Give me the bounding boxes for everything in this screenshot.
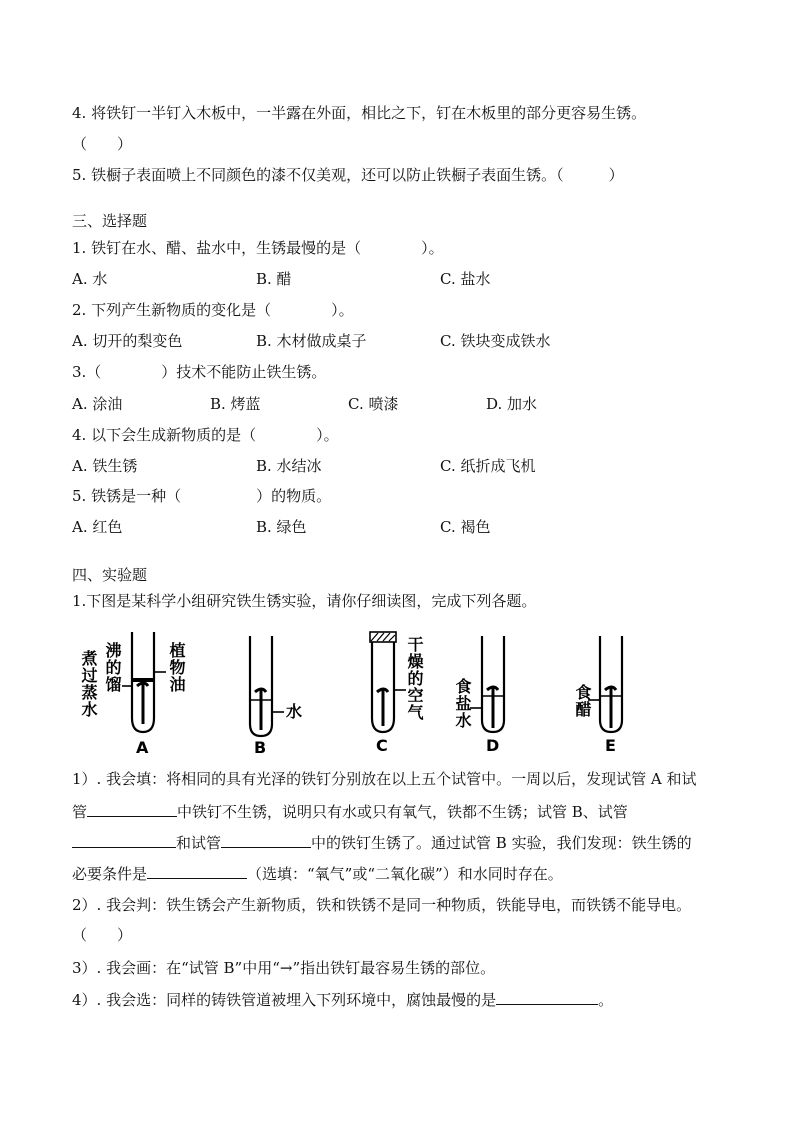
choice-q5-option-c[interactable]: C. 褐色 bbox=[440, 518, 491, 536]
answer-blank-1[interactable] bbox=[87, 801, 177, 817]
tube-d-label: 食盐水 bbox=[453, 678, 472, 729]
tube-b-label: 水 bbox=[286, 702, 303, 721]
part4-text: 4）. 我会选：同样的铸铁管道被埋入下列环境中，腐蚀最慢的是 bbox=[72, 991, 497, 1009]
choice-q5-option-b[interactable]: B. 绿色 bbox=[256, 518, 307, 536]
part1-line2 bbox=[72, 801, 628, 822]
choice-q1-stem: 1. 铁钉在水、醋、盐水中，生锈最慢的是（ ）。 bbox=[72, 239, 444, 257]
part1-text-mid: 中铁钉不生锈，说明只有水或只有氧气，铁都不生锈；试管 B、试管 bbox=[177, 803, 628, 821]
tube-c-letter: C bbox=[376, 736, 388, 755]
choice-heading: 三、选择题 bbox=[72, 212, 148, 230]
part1-line3 bbox=[72, 832, 692, 853]
choice-q2-option-a[interactable]: A. 切开的梨变色 bbox=[72, 332, 183, 350]
part1-line1: 1）. 我会填：将相同的具有光泽的铁钉分别放在以上五个试管中。一周以后，发现试管 A 和试 bbox=[72, 770, 697, 788]
tube-e-letter: E bbox=[605, 736, 616, 755]
choice-q3-option-c[interactable]: C. 喷漆 bbox=[348, 395, 399, 413]
tube-a-left-label-col2: 沸的馏 bbox=[103, 642, 122, 693]
part1-text-guan: 管 bbox=[72, 803, 88, 821]
choice-q1-option-a[interactable]: A. 水 bbox=[72, 270, 108, 288]
part3-text: 3）. 我会画：在“试管 B”中用“→”指出铁钉最容易生锈的部位。 bbox=[72, 959, 496, 977]
choice-q2-option-c[interactable]: C. 铁块变成铁水 bbox=[440, 332, 551, 350]
tube-d-nail bbox=[487, 687, 498, 728]
part2-answer[interactable]: （ ） bbox=[72, 926, 133, 944]
part2-text: 2）. 我会判：铁生锈会产生新物质，铁和铁锈不是同一种物质，铁能导电，而铁锈不能导电。 bbox=[72, 896, 692, 914]
answer-blank-5[interactable] bbox=[496, 989, 598, 1005]
choice-q3-stem: 3.（ ）技术不能防止铁生锈。 bbox=[72, 363, 327, 381]
tube-b-nail bbox=[255, 689, 266, 730]
tf-question-4: 4. 将铁钉一半钉入木板中，一半露在外面，相比之下，钉在木板里的部分更容易生锈。 bbox=[72, 104, 647, 122]
tube-d-letter: D bbox=[486, 736, 500, 755]
part1-text-choice-hint: （选填：“氧气”或“二氧化碳”）和水同时存在。 bbox=[247, 865, 563, 883]
tf-question-4-answer[interactable]: （ ） bbox=[72, 135, 133, 153]
part4-line bbox=[72, 989, 613, 1010]
choice-q3-option-b[interactable]: B. 烤蓝 bbox=[210, 395, 261, 413]
tf-question-5: 5. 铁橱子表面喷上不同颜色的漆不仅美观，还可以防止铁橱子表面生锈。（ ） bbox=[72, 166, 624, 184]
part4-end: 。 bbox=[598, 991, 614, 1009]
part1-line4 bbox=[72, 863, 563, 884]
part1-text-condition: 必要条件是 bbox=[72, 865, 148, 883]
tube-c-nail bbox=[377, 689, 388, 726]
choice-q1-option-c[interactable]: C. 盐水 bbox=[440, 270, 491, 288]
choice-q4-option-c[interactable]: C. 纸折成飞机 bbox=[440, 457, 536, 475]
part1-text-and-tube: 和试管 bbox=[176, 834, 222, 852]
tube-a-nail bbox=[137, 683, 148, 724]
tube-e-label: 食醋 bbox=[573, 684, 592, 718]
choice-q2-stem: 2. 下列产生新物质的变化是（ ）。 bbox=[72, 301, 354, 319]
experiment-heading: 四、实验题 bbox=[72, 566, 148, 584]
choice-q4-option-a[interactable]: A. 铁生锈 bbox=[72, 457, 138, 475]
choice-q5-stem: 5. 铁锈是一种（ ）的物质。 bbox=[72, 487, 332, 505]
part1-text-rusted: 中的铁钉生锈了。通过试管 B 实验，我们发现：铁生锈的 bbox=[311, 834, 692, 852]
tube-a-right-label: 植物油 bbox=[167, 642, 186, 693]
experiment-intro: 1.下图是某科学小组研究铁生锈实验，请你仔细读图，完成下列各题。 bbox=[72, 592, 537, 610]
answer-blank-4[interactable] bbox=[147, 863, 247, 879]
tube-c-label: 干燥的空气 bbox=[405, 636, 424, 721]
tube-b-letter: B bbox=[254, 738, 267, 757]
choice-q5-option-a[interactable]: A. 红色 bbox=[72, 518, 123, 536]
choice-q4-stem: 4. 以下会生成新物质的是（ ）。 bbox=[72, 426, 339, 444]
answer-blank-3[interactable] bbox=[221, 832, 311, 848]
tube-a-left-label-col1: 煮过蒸水 bbox=[79, 650, 98, 718]
tube-a-letter: A bbox=[136, 738, 149, 757]
choice-q4-option-b[interactable]: B. 水结冰 bbox=[256, 457, 322, 475]
choice-q3-option-a[interactable]: A. 涂油 bbox=[72, 395, 123, 413]
test-tube-diagram bbox=[72, 620, 732, 760]
choice-q1-option-b[interactable]: B. 醋 bbox=[256, 270, 292, 288]
choice-q2-option-b[interactable]: B. 木材做成桌子 bbox=[256, 332, 367, 350]
answer-blank-2[interactable] bbox=[72, 832, 176, 848]
choice-q3-option-d[interactable]: D. 加水 bbox=[486, 395, 538, 413]
tube-e-nail bbox=[605, 687, 616, 728]
